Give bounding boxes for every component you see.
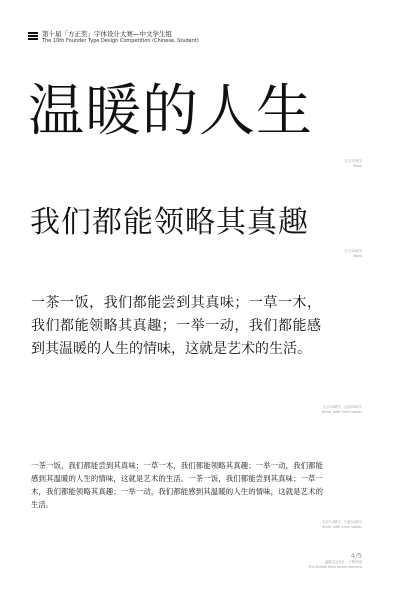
size-note-1: 支字72磅字 Show	[344, 159, 362, 168]
page-number: 4/5	[350, 552, 362, 560]
size-note-4: 支字7.4磅字，行距13磅字 4mm, with 2mm leader	[321, 520, 362, 529]
logo-icon	[28, 32, 38, 40]
header-title-en: The 10th Founder Type Design Competition (Chinese, Student)	[42, 38, 199, 44]
size-note-2: 支字32磅字 Show	[344, 249, 362, 258]
size-note-5: 温暖生活设计，不断探索 The thread from series element	[308, 560, 362, 569]
main-title: 温暖的人生	[28, 79, 313, 144]
size-note-3: 支字14磅字，行距23磅字 8mm, with 5mm leader	[322, 405, 362, 414]
subtitle: 我们都能领略其真趣	[30, 205, 309, 240]
body-text-small: 一茶一饭，我们都能尝到其真味；一草一木，我们都能领略其真趣；一举一动，我们都能感到其温暖的人生的情味，这就是艺术的生活。一茶一饭，我们都能尝到其真味；一草一木，我们都能领略其真趣；一举一动，我们都能感到其温暖的人生的情味，这就是艺术的生活。	[31, 461, 323, 509]
header-title-cn: 第十届「方正奖」字体设计大赛—中文学生组	[42, 30, 172, 38]
body-text-large: 一茶一饭，我们都能尝到其真味；一草一木，我们都能领略其真趣；一举一动，我们都能感到其温暖的人生的情味，这就是艺术的生活。	[31, 295, 321, 357]
